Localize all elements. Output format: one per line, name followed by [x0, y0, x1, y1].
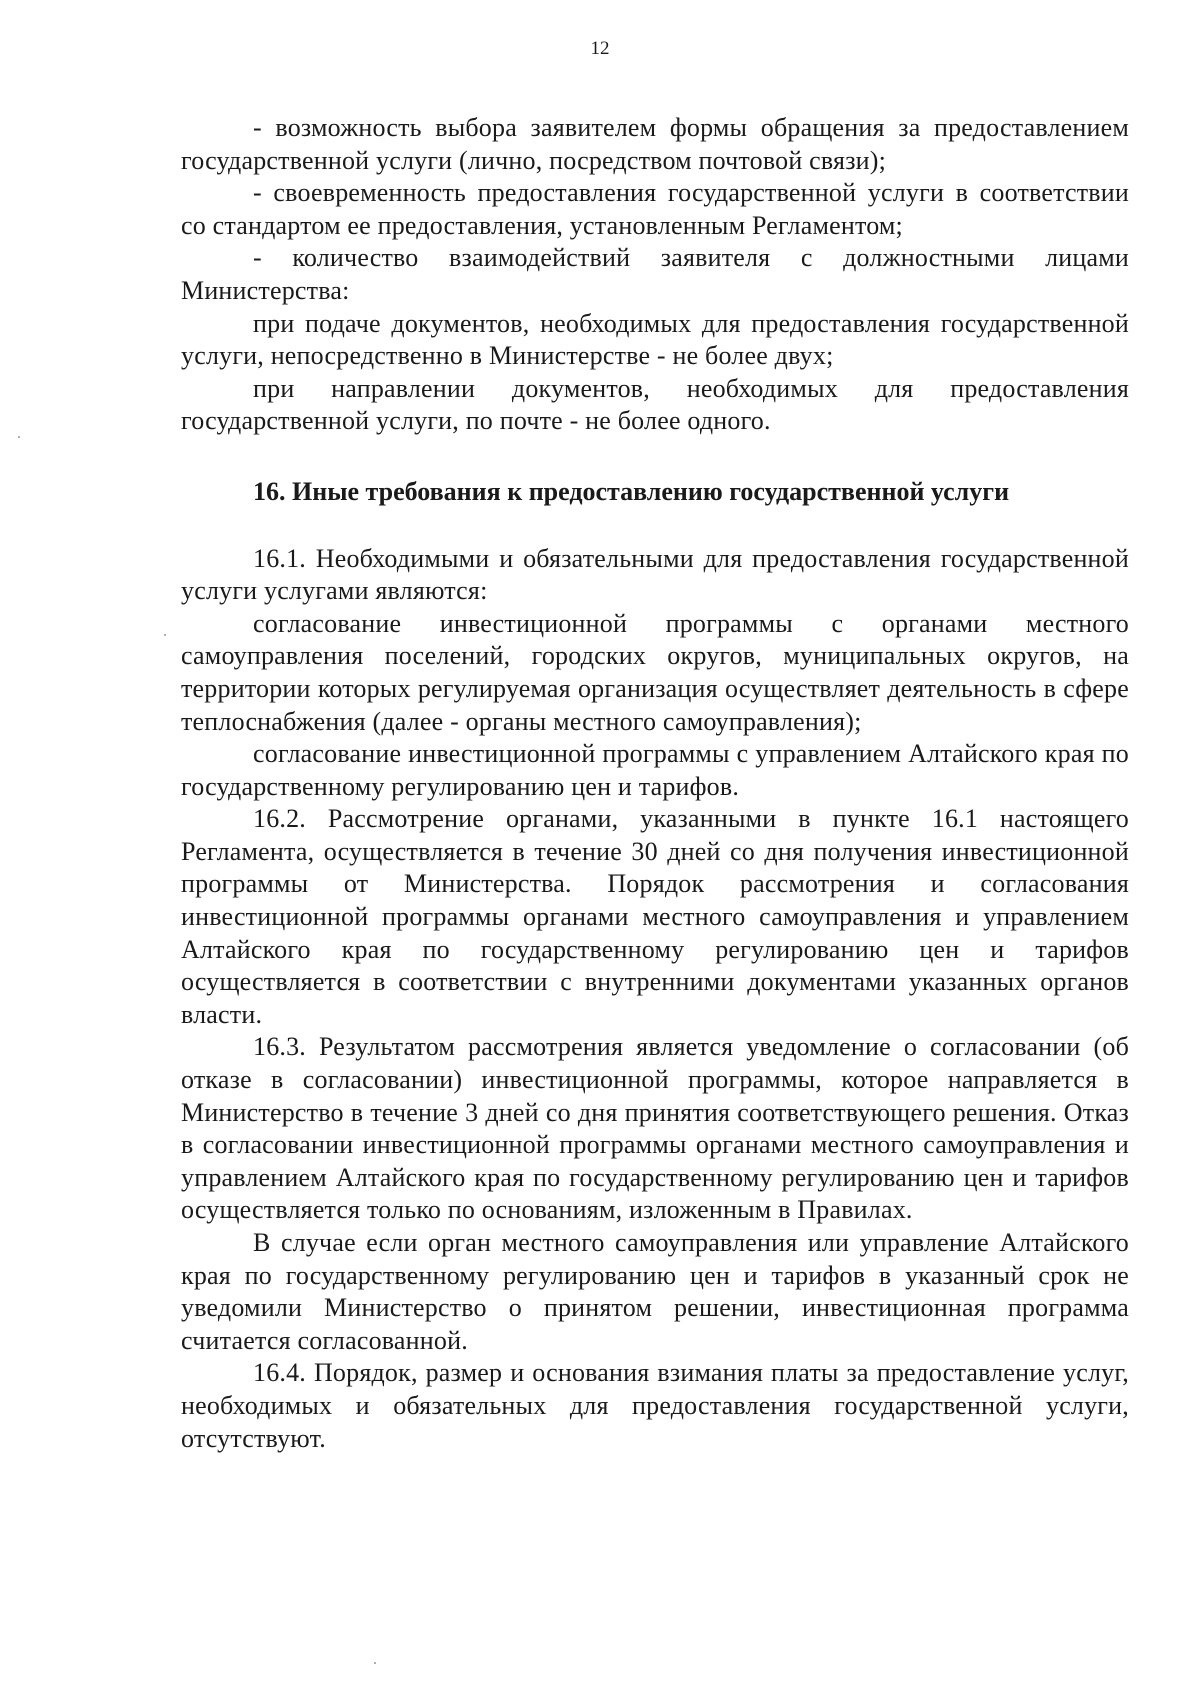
paragraph: - своевременность предоставления государственной услуги в соответствии со стандартом ее предоставления, установленным Регламентом; — [181, 178, 1129, 240]
paragraph: В случае если орган местного самоуправления или управление Алтайского края по государственному регулированию цен и тарифов в указанный срок не уведомили Министерство о принятом решении, инвестиционная программа считается согласованной. — [181, 1228, 1129, 1355]
paragraph: - количество взаимодействий заявителя с должностными лицами Министерства: — [181, 243, 1129, 305]
section-heading: 16. Иные требования к предоставлению государственной услуги — [253, 476, 1010, 506]
scan-speck — [164, 634, 166, 636]
paragraph: 16.3. Результатом рассмотрения является уведомление о согласовании (об отказе в согласовании) инвестиционной программы, которое направляется в Министерство в течение 3 дней со дня принятия соответствующего решения. Отказ в согласовании инвестиционной программы органами местного самоуправления и управлением Алтайского края по государственному регулированию цен и тарифов осуществляется только по основаниям, изложенным в Правилах. — [181, 1032, 1129, 1225]
scan-speck — [18, 436, 20, 438]
scan-speck — [374, 1662, 376, 1664]
page-number: 12 — [590, 38, 610, 59]
document-body — [181, 112, 1129, 1455]
paragraph: - возможность выбора заявителем формы обращения за предоставлением государственной услуги (лично, посредством почтовой связи); — [181, 113, 1129, 175]
paragraph: согласование инвестиционной программы с управлением Алтайского края по государственному регулированию цен и тарифов. — [181, 739, 1129, 801]
paragraph: 16.4. Порядок, размер и основания взимания платы за предоставление услуг, необходимых и обязательных для предоставления государственной услуги, отсутствуют. — [181, 1358, 1129, 1453]
paragraph: 16.2. Рассмотрение органами, указанными в пункте 16.1 настоящего Регламента, осуществляется в течение 30 дней со дня получения инвестиционной программы от Министерства. Порядок рассмотрения и согласования инвестиционной программы органами местного самоуправления и управлением Алтайского края по государственному регулированию цен и тарифов осуществляется в соответствии с внутренними документами указанных органов власти. — [181, 804, 1129, 1029]
paragraph: согласование инвестиционной программы с органами местного самоуправления поселений, городских округов, муниципальных округов, на территории которых регулируемая организация осуществляет деятельность в сфере теплоснабжения (далее - органы местного самоуправления); — [181, 608, 1129, 736]
paragraph: 16.1. Необходимыми и обязательными для предоставления государственной услуги услугами являются: — [181, 543, 1129, 606]
paragraph: при подаче документов, необходимых для предоставления государственной услуги, непосредственно в Министерстве - не более двух; — [181, 308, 1129, 371]
paragraph: при направлении документов, необходимых для предоставления государственной услуги, по почте - не более одного. — [181, 373, 1129, 436]
